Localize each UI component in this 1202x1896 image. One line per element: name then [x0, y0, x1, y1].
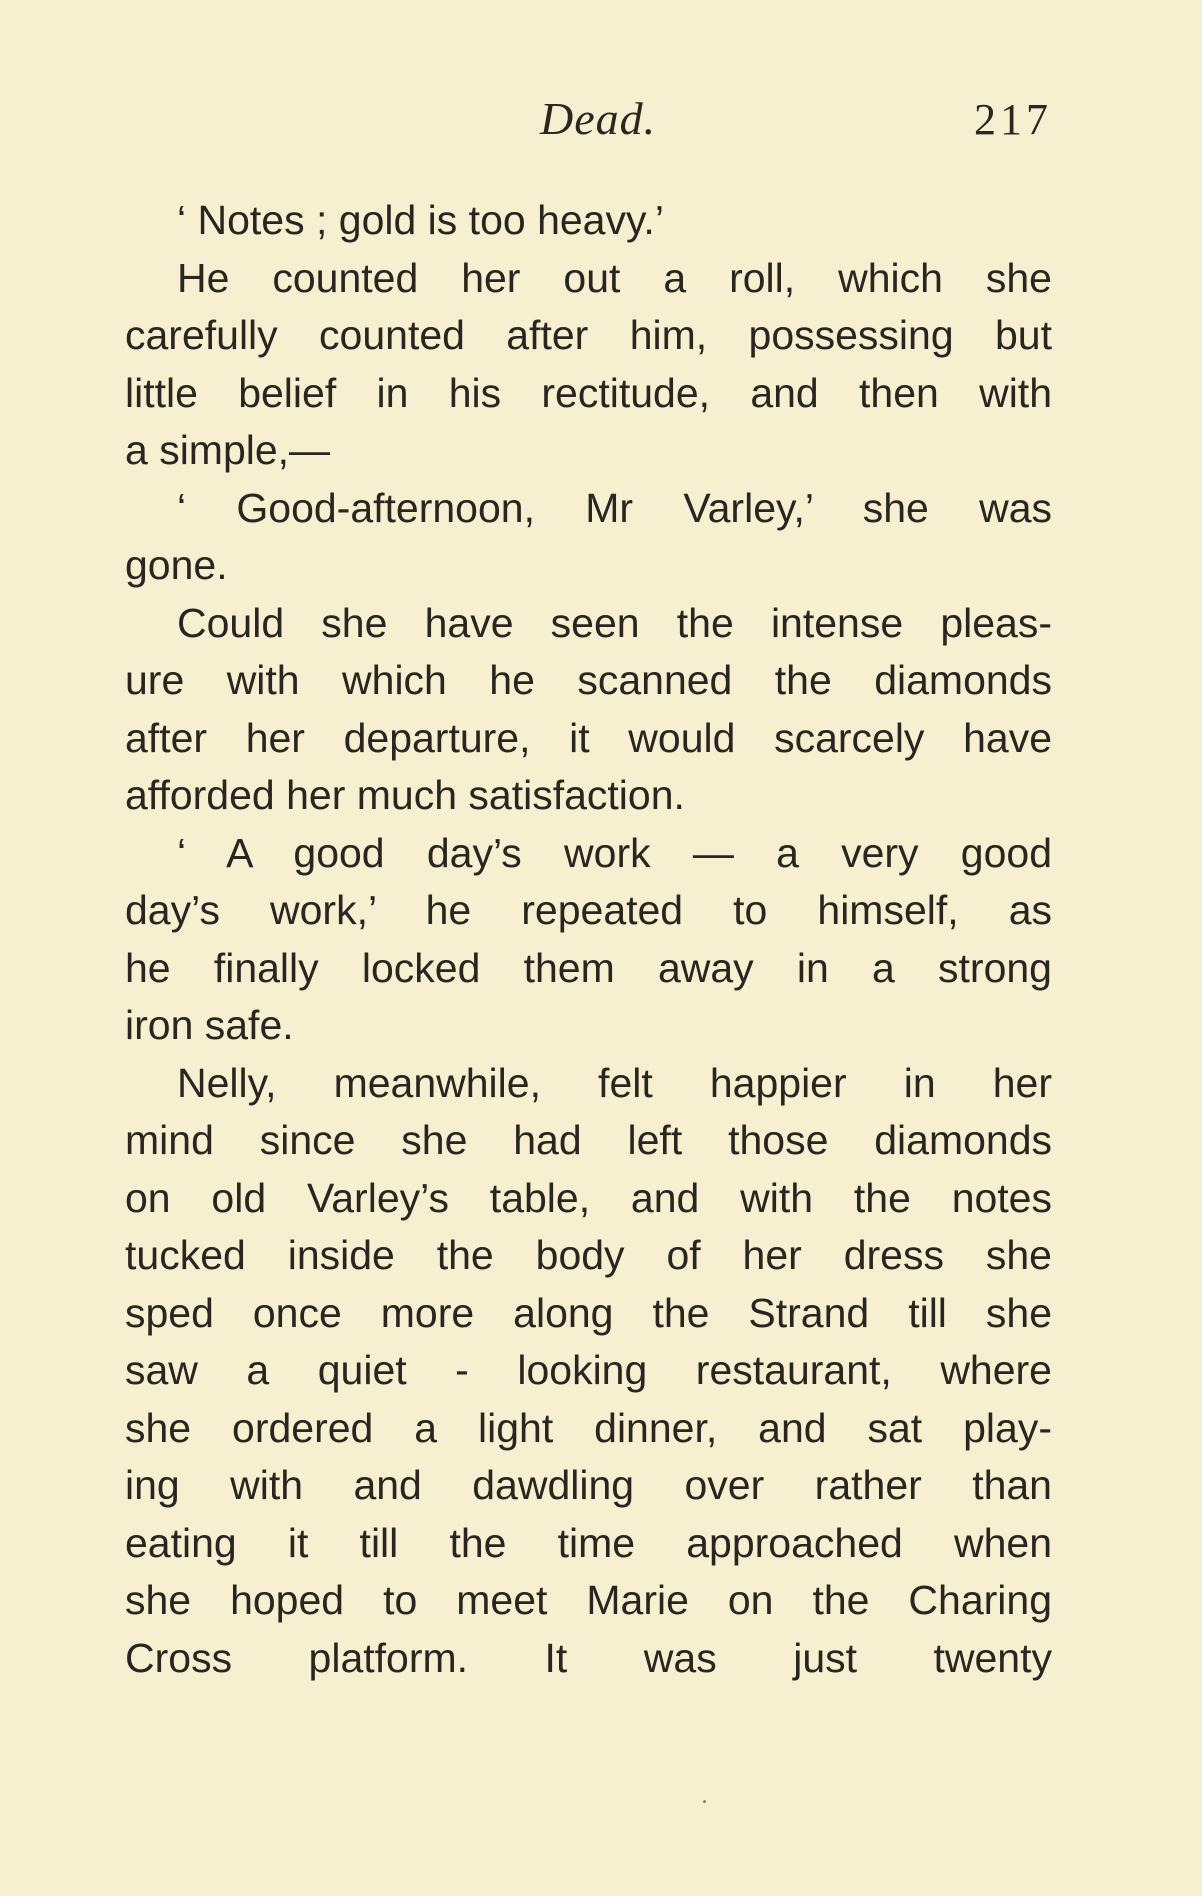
text-line: a simple,—: [125, 427, 331, 473]
text-line: Nelly, meanwhile, felt happier in her: [177, 1059, 1052, 1106]
text-line: ‘ Notes ; gold is too heavy.’: [177, 197, 664, 243]
text-line: after her departure, it would scarcely have: [125, 714, 1052, 761]
text-line: tucked inside the body of her dress she: [125, 1232, 1052, 1278]
text-line: iron safe.: [125, 1002, 294, 1048]
text-line: carefully counted after him, possessing but: [125, 312, 1052, 358]
text-line: day’s work,’ he repeated to himself, as: [125, 887, 1052, 933]
text-line: she ordered a light dinner, and sat play-: [125, 1404, 1052, 1451]
paper-speck: [703, 1800, 706, 1803]
text-line: ure with which he scanned the diamonds: [125, 657, 1052, 703]
text-line: she hoped to meet Marie on the Charing: [125, 1577, 1052, 1623]
text-line: little belief in his rectitude, and then with: [125, 369, 1052, 416]
text-line: saw a quiet - looking restaurant, where: [125, 1347, 1052, 1393]
text-line: mind since she had left those diamonds: [125, 1117, 1052, 1163]
page-number: 217: [974, 95, 1052, 144]
running-title: Dead.: [540, 93, 657, 144]
text-line: Could she have seen the intense pleas-: [177, 599, 1052, 646]
text-line: ing with and dawdling over rather than: [125, 1462, 1052, 1508]
text-line: on old Varley’s table, and with the notes: [125, 1174, 1052, 1221]
text-line: sped once more along the Strand till she: [125, 1289, 1052, 1336]
text-line: He counted her out a roll, which she: [177, 254, 1052, 301]
text-line: eating it till the time approached when: [125, 1519, 1052, 1566]
text-line: ‘ Good-afternoon, Mr Varley,’ she was: [177, 484, 1052, 531]
text-line: Cross platform. It was just twenty: [125, 1634, 1052, 1681]
running-head: [0, 92, 1202, 162]
text-line: gone.: [125, 542, 228, 588]
text-line: afforded her much satisfaction.: [125, 772, 685, 818]
text-line: ‘ A good day’s work — a very good: [177, 829, 1052, 876]
body-text: [125, 192, 1052, 1687]
text-line: he finally locked them away in a strong: [125, 944, 1052, 991]
